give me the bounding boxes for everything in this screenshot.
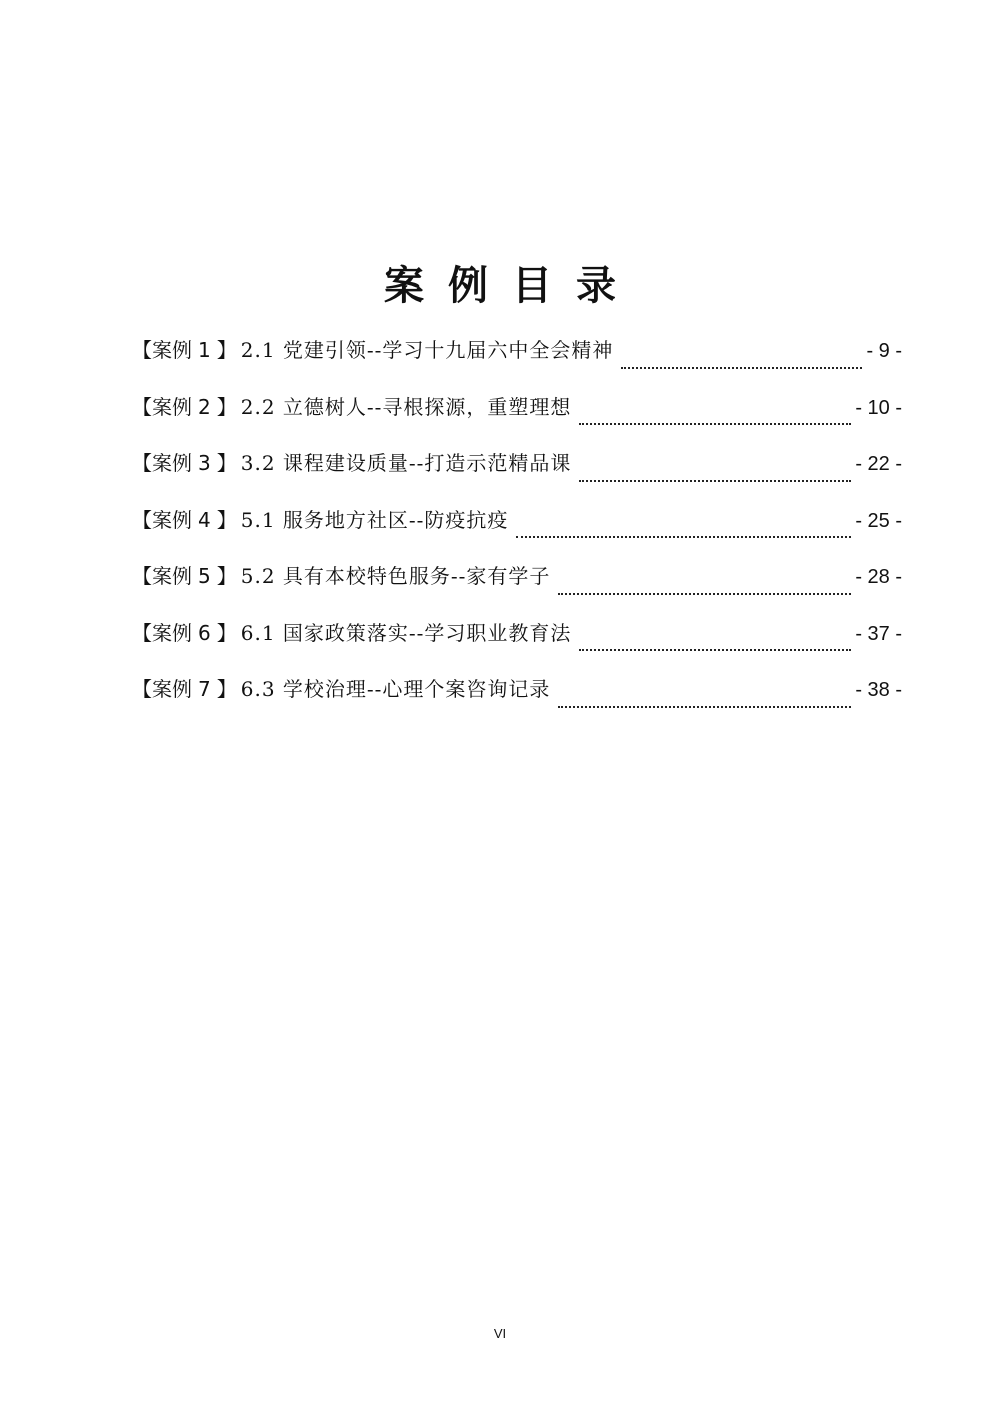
dot-leader — [579, 649, 851, 651]
case-title: 5.2 具有本校特色服务--家有学子 — [240, 564, 551, 588]
dot-leader — [516, 536, 851, 538]
case-label: 【案例 6 】 — [132, 620, 237, 645]
toc-entry-7[interactable] — [132, 669, 902, 726]
dot-leader — [558, 593, 851, 595]
page-number: - 10 - — [855, 396, 902, 419]
page-number: - 37 - — [855, 622, 902, 645]
dot-leader — [579, 480, 851, 482]
page-number: - 38 - — [855, 679, 902, 701]
page-title: 案例目录 — [384, 263, 640, 309]
toc-entry-3[interactable] — [132, 443, 902, 500]
toc-entry-2[interactable] — [132, 387, 902, 444]
toc-entry-4[interactable] — [132, 500, 902, 557]
page-number: - 9 - — [866, 340, 902, 362]
toc-entry-6[interactable] — [132, 613, 902, 670]
case-label: 【案例 7 】 — [132, 677, 237, 701]
case-title: 6.1 国家政策落实--学习职业教育法 — [240, 620, 572, 645]
case-label: 【案例 4 】 — [132, 507, 237, 532]
case-title: 3.2 课程建设质量--打造示范精品课 — [240, 451, 572, 475]
dot-leader — [621, 367, 862, 369]
toc-entry-1[interactable] — [132, 330, 902, 387]
case-label: 【案例 2 】 — [132, 394, 237, 419]
case-label: 【案例 5 】 — [132, 564, 237, 588]
page-number: - 25 - — [855, 509, 902, 532]
page-number: - 22 - — [855, 453, 902, 475]
case-title: 2.1 党建引领--学习十九届六中全会精神 — [240, 338, 614, 362]
toc-entry-5[interactable] — [132, 556, 902, 613]
dot-leader — [579, 423, 851, 425]
dot-leader — [558, 706, 851, 708]
case-label: 【案例 3 】 — [132, 451, 237, 475]
case-title: 6.3 学校治理--心理个案咨询记录 — [240, 677, 551, 701]
case-title: 5.1 服务地方社区--防疫抗疫 — [240, 507, 509, 532]
page-folio: VI — [493, 1326, 507, 1341]
table-of-contents — [132, 330, 902, 726]
case-title: 2.2 立德树人--寻根探源，重塑理想 — [240, 394, 572, 419]
page-number: - 28 - — [855, 566, 902, 588]
case-label: 【案例 1 】 — [132, 338, 237, 362]
